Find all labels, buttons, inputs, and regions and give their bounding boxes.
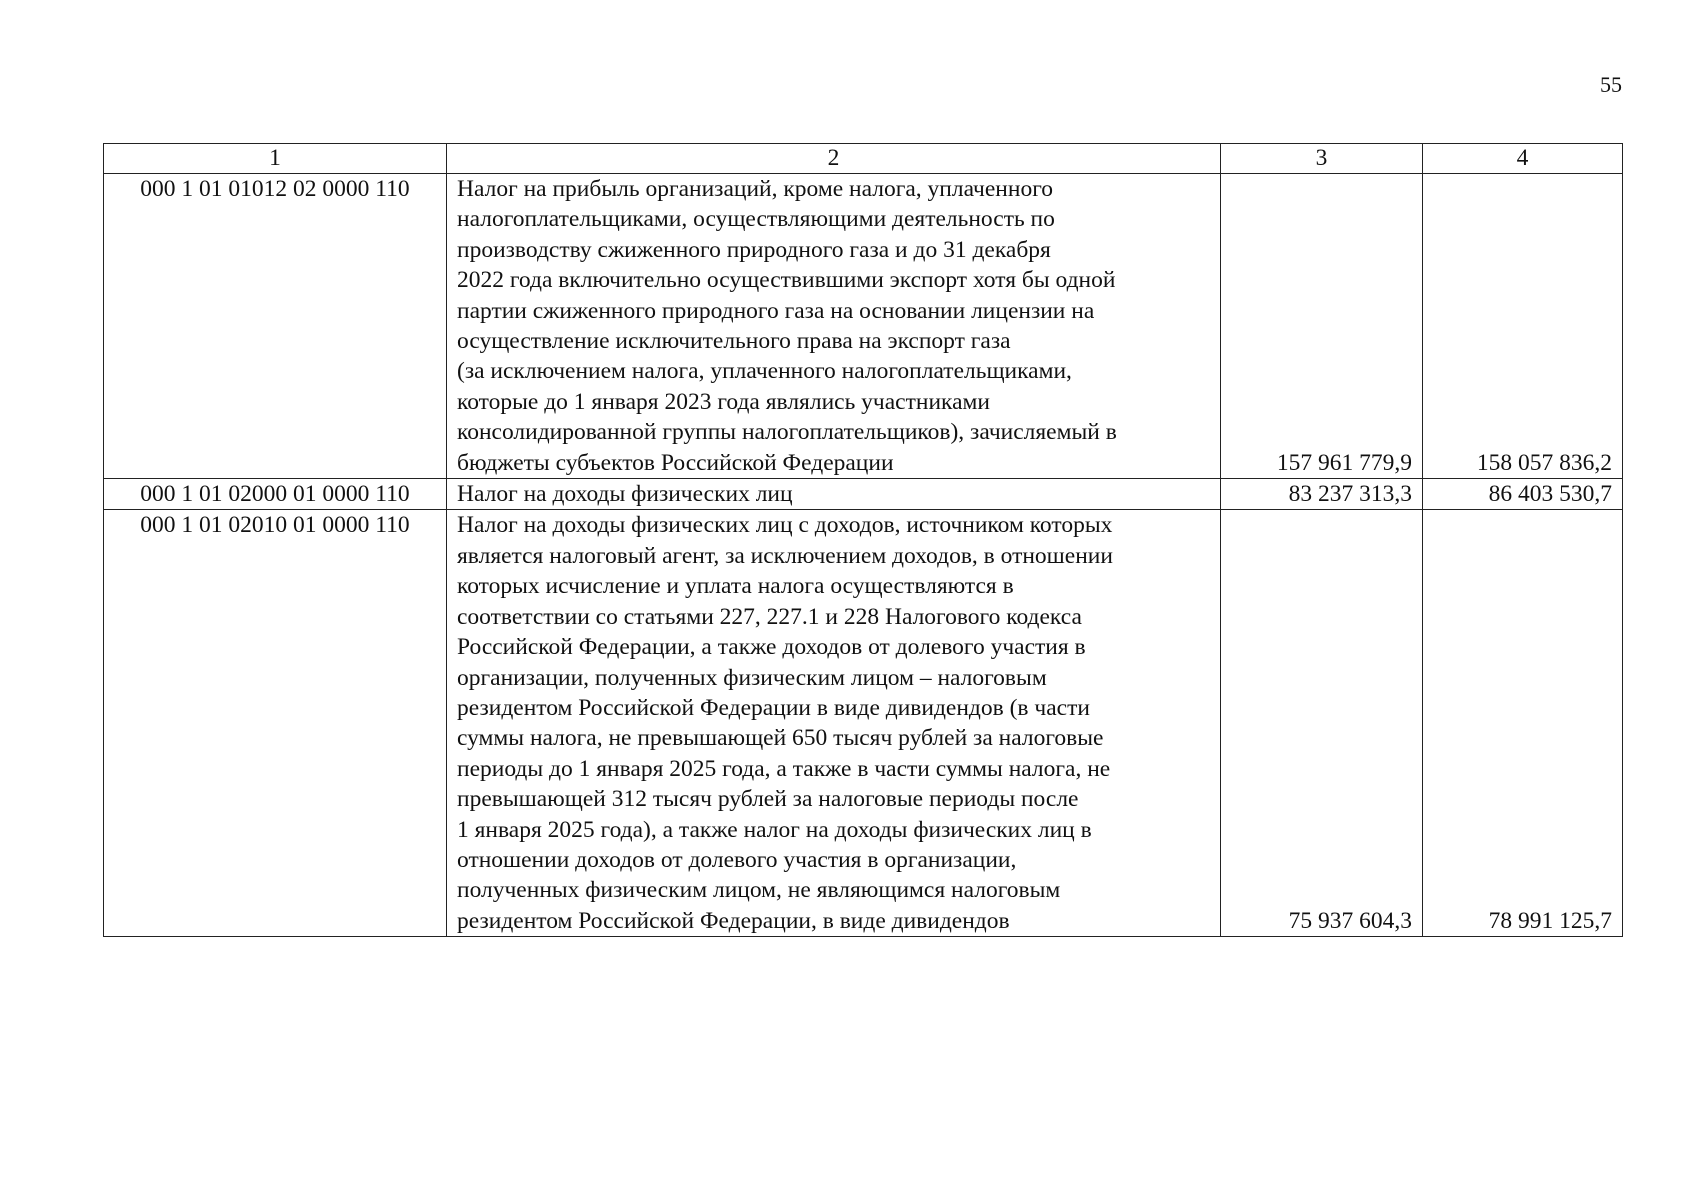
revenue-name-line: периоды до 1 января 2025 года, а также в части суммы налога, не: [457, 755, 1111, 782]
revenue-name-line: Налог на прибыль организаций, кроме налога, уплаченного: [457, 176, 1054, 202]
page-number: 55: [1600, 72, 1622, 97]
revenue-name-line: организации, полученных физическим лицом – налоговым: [457, 664, 1047, 691]
revenue-name-line: 1 января 2025 года), а также налог на доходы физических лиц в: [457, 816, 1092, 843]
revenue-name-line: партии сжиженного природного газа на основании лицензии на: [457, 297, 1095, 324]
budget-revenue-table: [103, 143, 1623, 937]
amount-column-4: 78 991 125,7: [1423, 510, 1623, 937]
revenue-name-line: бюджеты субъектов Российской Федерации: [457, 449, 894, 476]
amount-column-3: 83 237 313,3: [1221, 479, 1423, 510]
revenue-name-line: Российской Федерации, а также доходов от долевого участия в: [457, 634, 1086, 661]
header-row: [104, 144, 1623, 174]
table-row: [104, 174, 1623, 479]
budget-classification-code: 000 1 01 02010 01 0000 110: [104, 510, 447, 937]
revenue-name-line: полученных физическим лицом, не являющимся налоговым: [457, 877, 1061, 904]
budget-classification-code: 000 1 01 02000 01 0000 110: [104, 479, 447, 510]
column-header-4: 4: [1423, 144, 1623, 174]
revenue-name-line: Налог на доходы физических лиц с доходов, источником которых: [457, 512, 1113, 539]
revenue-name: [447, 174, 1221, 479]
revenue-name: [447, 510, 1221, 937]
revenue-name-line: является налоговый агент, за исключением доходов, в отношении: [457, 542, 1113, 569]
revenue-name-line: налогоплательщиками, осуществляющими деятельность по: [457, 206, 1055, 233]
revenue-name: [447, 479, 1221, 510]
table-row: [104, 479, 1623, 510]
column-header-3: 3: [1221, 144, 1423, 174]
amount-column-3: 75 937 604,3: [1221, 510, 1423, 937]
revenue-name-line: превышающей 312 тысяч рублей за налоговые периоды после: [457, 786, 1079, 813]
revenue-name-line: резидентом Российской Федерации, в виде дивидендов: [457, 907, 1010, 934]
revenue-name-line: которые до 1 января 2023 года являлись участниками: [457, 388, 990, 415]
table-body: [104, 174, 1623, 937]
amount-column-4: 86 403 530,7: [1423, 479, 1623, 510]
revenue-name-line: осуществление исключительного права на экспорт газа: [457, 328, 1011, 355]
revenue-name-line: консолидированной группы налогоплательщиков), зачисляемый в: [457, 419, 1117, 446]
revenue-name-line: 2022 года включительно осуществившими экспорт хотя бы одной: [457, 267, 1116, 294]
revenue-name-line: которых исчисление и уплата налога осуществляются в: [457, 573, 1014, 600]
revenue-name-line: (за исключением налога, уплаченного налогоплательщиками,: [457, 358, 1072, 385]
column-header-2: 2: [447, 144, 1221, 174]
budget-classification-code: 000 1 01 01012 02 0000 110: [104, 174, 447, 479]
revenue-name-line: Налог на доходы физических лиц: [457, 481, 793, 508]
revenue-name-line: производству сжиженного природного газа и до 31 декабря: [457, 236, 1051, 263]
revenue-name-line: отношении доходов от долевого участия в организации,: [457, 846, 1017, 873]
amount-column-3: 157 961 779,9: [1221, 174, 1423, 479]
amount-column-4: 158 057 836,2: [1423, 174, 1623, 479]
revenue-name-line: соответствии со статьями 227, 227.1 и 228 Налогового кодекса: [457, 603, 1082, 630]
revenue-name-line: резидентом Российской Федерации в виде дивидендов (в части: [457, 694, 1090, 721]
revenue-name-line: суммы налога, не превышающей 650 тысяч рублей за налоговые: [457, 725, 1104, 752]
table-row: [104, 510, 1623, 937]
column-header-1: 1: [104, 144, 447, 174]
